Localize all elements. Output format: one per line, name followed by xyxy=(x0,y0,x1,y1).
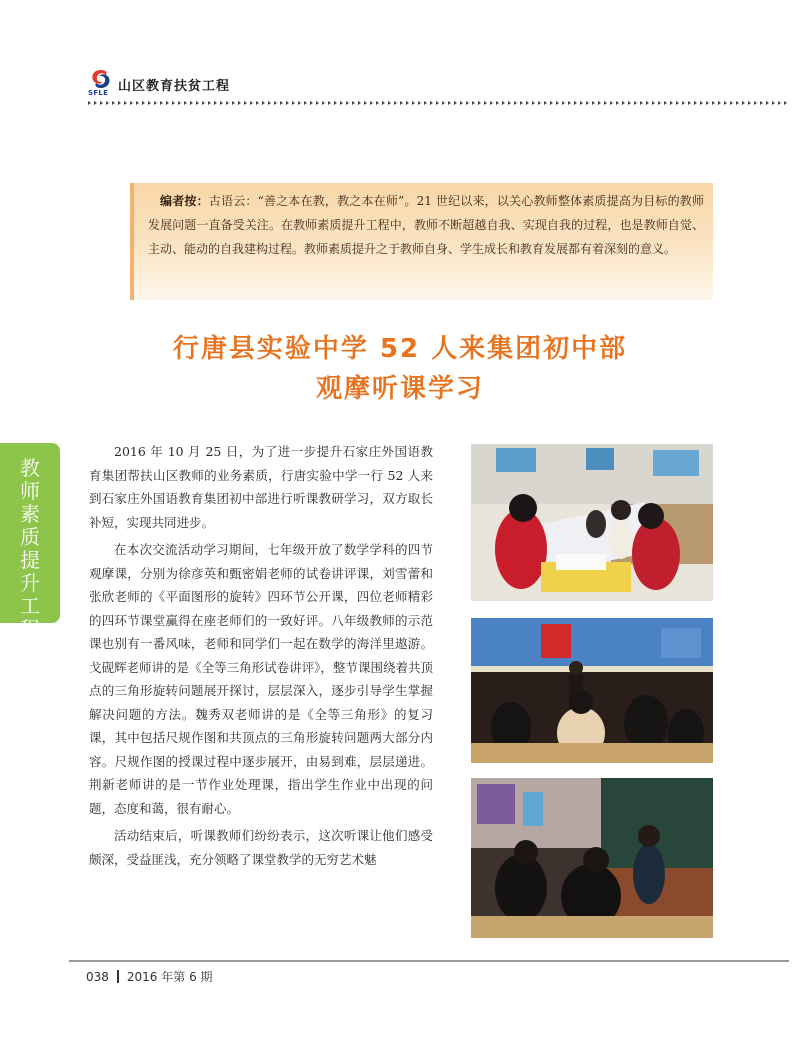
classroom-photo-1 xyxy=(471,444,713,601)
page-number: 038 xyxy=(86,969,109,984)
classroom-photo-2 xyxy=(471,618,713,763)
footer-divider xyxy=(69,960,789,962)
editor-note-box xyxy=(130,183,713,300)
body-paragraph: 在本次交流活动学习期间，七年级开放了数学学科的四节观摩课，分别为徐彦英和甄密娟老师的试卷讲评课，刘雪蕾和张欣老师的《平面图形的旋转》四环节公开课，四位老师精彩的四环节课堂赢得在座老师们的一致好评。八年级教师的示范课也别有一番风味，老师和同学们一起在数学的海洋里遨游。戈砚辉老师讲的是《全等三角形试卷讲评》，整节课围绕着共顶点的三角形旋转问题展开探讨，层层深入，逐步引导学生掌握解决问题的方法。魏秀双老师讲的是《全等三角形》的复习课，其中包括尺规作图和共顶点的三角形旋转问题两大部分内容。尺规作图的授课过程中逐步展开，由易到难，层层递进。荆新老师讲的是一节作业处理课，指出学生作业中出现的问题，态度和蔼，很有耐心。 xyxy=(89,542,433,816)
sfle-logo xyxy=(88,69,114,99)
page-footer xyxy=(86,968,213,985)
logo-text: SFLE xyxy=(88,89,109,97)
editor-note-label: 编者按： xyxy=(160,194,209,208)
footer-separator xyxy=(117,970,119,983)
dotted-divider xyxy=(88,100,788,106)
article-body xyxy=(89,440,433,875)
side-tab-label: 教师素质提升工程 xyxy=(20,456,40,641)
side-section-tab xyxy=(0,443,60,641)
article-title-line2: 观摩听课学习 xyxy=(315,374,484,404)
issue-label: 2016 年第 6 期 xyxy=(126,970,213,984)
body-paragraph: 活动结束后，听课教师们纷纷表示，这次听课让他们感受颇深，受益匪浅，充分领略了课堂教学的无穷艺术魅 xyxy=(89,828,433,867)
classroom-photo-3 xyxy=(471,778,713,938)
page-header xyxy=(88,68,230,100)
section-title: 山区教育扶贫工程 xyxy=(118,78,231,94)
editor-note-text: 古语云：“善之本在教，教之本在师”。21 世纪以来，以关心教师整体素质提高为目标的教师发展问题一直备受关注。在教师素质提升工程中，教师不断超越自我、实现自我的过程，也是教师自觉、主动、能动的自我建构过程。教师素质提升之于教师自身、学生成长和教育发展都有着深刻的意义。 xyxy=(148,194,704,256)
swirl-icon xyxy=(90,69,112,89)
editor-note xyxy=(148,189,704,261)
body-paragraph: 2016 年 10 月 25 日，为了进一步提升石家庄外国语教育集团帮扶山区教师的业务素质，行唐实验中学一行 52 人来到石家庄外国语教育集团初中部进行听课教研学习，双方取长补短，实现共同进步。 xyxy=(89,444,433,530)
article-title-line1: 行唐县实验中学 52 人来集团初中部 xyxy=(172,334,628,364)
